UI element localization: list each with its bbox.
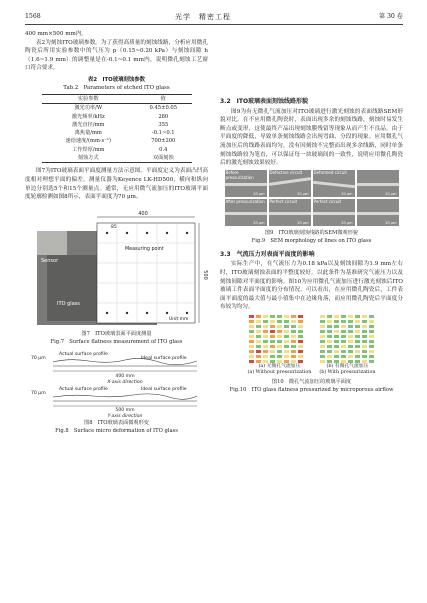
sem-panel-label: Defective circuit: [269, 169, 303, 175]
left-column: [25, 30, 208, 435]
table-cell: 激光功率/W: [74, 105, 103, 112]
width-dimension: 400: [137, 210, 148, 217]
section-heading: 3.3 气流压力对表面平面度的影响: [220, 250, 315, 258]
paragraph: 400 mm×500 mm内。: [25, 31, 88, 37]
journal-title: 光学 精密工程: [175, 13, 231, 21]
radius-label: 85: [110, 224, 117, 230]
figure-10-caption-en: Fig.10 ITO glass flatness pressurized by microporous airflow: [229, 386, 394, 393]
figure-10-heatmaps: [220, 314, 403, 376]
unit-label: Unit:mm: [168, 316, 188, 322]
sem-panel-label: Perfect circuit: [313, 198, 342, 204]
paragraph: 表2为刻蚀ITO玻璃参数。为了获得高质量的刻蚀线路，分析应用微孔陶瓷后所用实验参数中的气压为 p（0.15~0.20 kPa）与刻蚀间隙 h（1.6~1.9 mm）的调整量是在-0.1~0.1 mm内，说明微孔刻蚀工艺窗口符合要求。: [25, 39, 208, 72]
sem-scale: 20 μm: [297, 191, 309, 196]
paragraph: 实际生产中，在气流压力为0.18 kPa以及刻蚀间隙为1.9 mm左右时，ITO玻璃刻蚀表面的平整度较好。以此条件为基准研究气流压力以及刻蚀间隙对平面度的影响。图10为应用微孔气流加压进行激光刻蚀后ITO玻璃工件表面平面度的分布情况。可以看出，在应用微孔陶瓷后，工件表面平面度的最大值与最小值集中在边缘角落，而应用微孔陶瓷后平面度分布较为均匀。: [220, 261, 403, 311]
table-row: [42, 104, 192, 113]
sem-scale: 20 μm: [253, 191, 265, 196]
heatmap-b-label-cn: (b) 有微孔气流加压: [326, 363, 369, 369]
sem-panel-label: Deformed circuit: [313, 169, 347, 175]
table-row: [42, 129, 192, 137]
sensor-label: Sensor: [40, 257, 58, 264]
sem-scale: 20 μm: [385, 191, 397, 196]
sem-panel: [313, 170, 355, 197]
table-cell: -0.1~0.1: [151, 130, 175, 137]
sensor-housing: [37, 231, 67, 255]
circuit-line: [357, 183, 399, 186]
table-caption-en: Tab.2 Parameters of etched ITO glass: [63, 84, 170, 91]
sem-scale: 20 μm: [297, 220, 309, 225]
circuit-line: [357, 212, 399, 215]
paragraph: 图7为ITO玻璃表面平面度测量方法示意图。平面度定义为表面凸凹高度相对理想平面的偏差。测量仪器为Keyence LK-HD500，横向和纵向单边分别选5个和15个测量点。通常，无应用微气流加压的ITO玻璃平面度轮廓检测如图8所示，表面平面度为70 μm。: [25, 168, 208, 201]
table-cell: 刻蚀方式: [42, 154, 136, 163]
sem-panel: [269, 170, 311, 197]
heatmap-with-pressurization: [319, 314, 375, 364]
figure-8: [29, 350, 205, 418]
figure-7-caption-en: Fig.7 Surface flatness measurement of ITO glass: [50, 338, 183, 345]
table-cell: 280: [158, 113, 169, 120]
heatmap-b-label-en: (b) With pressurization: [319, 369, 376, 375]
profile-a-length: 400 mm: [114, 373, 135, 379]
sem-panel-label: Before pressurization: [225, 169, 254, 180]
figure-10-caption-cn: 图10 微孔气流加压的玻璃平面度: [271, 378, 352, 385]
sem-panel: [269, 199, 311, 226]
sem-scale: 20 μm: [341, 220, 353, 225]
measuring-point-label: Measuring point: [124, 246, 164, 252]
figure-8-caption-en: Fig.8 Surface micro deformation of ITO glass: [55, 427, 178, 434]
table-header-cell: 值: [135, 94, 191, 103]
circuit-line: [225, 183, 267, 186]
sem-panel: [313, 199, 355, 226]
actual-profile-b: [53, 394, 197, 399]
profile-b-length: 500 mm: [114, 407, 135, 413]
table-cell: 0.45±0.05: [149, 105, 177, 112]
ito-glass-label: ITO glass: [56, 300, 80, 307]
sem-panel-label: After pressurization: [225, 198, 265, 204]
sem-scale: 20 μm: [385, 220, 397, 225]
heatmap-cell: [248, 359, 255, 364]
table-cell: 355: [158, 121, 169, 128]
profile-b-direction: Y-axis direction: [107, 413, 142, 419]
parameter-table: [42, 94, 192, 163]
heatmap-cell: [319, 359, 326, 364]
table-row: [42, 137, 192, 145]
table-row: [42, 121, 192, 129]
table-cell: 0.4: [159, 146, 168, 153]
sem-panel: [225, 170, 267, 197]
sem-panel-label: Perfect circuit: [269, 198, 298, 204]
table-header-cell: 实验参数: [42, 94, 136, 103]
figure-9-caption-cn: 图9 ITO玻璃刻蚀线路的SEM微观形貌: [264, 229, 359, 236]
flatness-measurement-diagram: [29, 205, 208, 329]
heatmap-b-wrap: [319, 314, 375, 376]
figure-8-caption-cn: 图8 ITO玻璃表面微观形变: [84, 419, 149, 426]
profile-a-actual: Actual surface profile: [58, 351, 108, 357]
volume-label: 第 30 卷: [378, 13, 403, 20]
sem-scale: 20 μm: [253, 220, 265, 225]
heatmap-a-wrap: [248, 314, 312, 376]
profile-b-actual: Actual surface profile: [58, 386, 108, 392]
table-cell: 工作焊厚/mm: [72, 146, 105, 153]
table-cell: 激光频率/kHz: [71, 113, 105, 120]
circuit-line: [225, 212, 267, 215]
heatmap-a-label-en: (a) Without pressurization: [247, 369, 312, 375]
table-cell: 激光直径/mm: [72, 121, 105, 128]
circuit-line: [313, 212, 355, 215]
circuit-line: [312, 181, 354, 188]
measurement-grid-frame: [97, 223, 195, 323]
circuit-line: [269, 212, 311, 215]
profile-a-height: 70 μm: [30, 355, 46, 361]
sem-panel: [225, 199, 267, 226]
paragraph: 图9为有无微孔气流加压对ITO玻璃进行激光刻蚀的表面线路SEM形貌对比。在不应用微孔陶瓷时，表面出现多余的刻蚀线路，刻蚀时易发生断点或变形，这使最终产品出现刻蚀膜残留等现象从而产生不良品。由于平面度的降低，导致单条刻蚀线路会出现弯曲、分段的现象。应用微孔气流加压后的线路表面均匀，没有因刻蚀不完整而出现多余线路，同时单条刻蚀线路较为笔直，可以保证每一块玻璃间的一致性，说明应用微孔陶瓷后的激光刻蚀效果较好。: [220, 108, 403, 167]
page-number: 1568: [25, 13, 41, 20]
table-row: [42, 113, 192, 121]
figure-9-caption-en: Fig.9 SEM morphology of lines on ITO glass: [251, 237, 372, 244]
table-cell: 离焦量/mm: [74, 130, 102, 137]
sem-panel: [357, 199, 399, 226]
section-heading: 3.2 ITO玻璃表面刻蚀线路形貌: [220, 98, 309, 105]
figure-7: [29, 205, 208, 329]
sem-scale: 20 μm: [341, 191, 353, 196]
right-column: [220, 30, 403, 394]
heatmap-a-label-cn: (a) 无微孔气流加压: [258, 363, 301, 369]
heatmap-without-pressurization: [248, 314, 312, 364]
profile-a-direction: X-axis direction: [106, 379, 143, 385]
heatmap-cell: [368, 359, 375, 364]
running-header: [25, 13, 403, 23]
figure-9-sem-grid: [225, 170, 399, 226]
table-cell: 双面刻蚀: [135, 154, 191, 163]
table-caption-cn: 表2 ITO玻璃刻蚀参数: [87, 76, 146, 83]
table-row: [42, 154, 192, 163]
profile-b-ideal: Ideal surface profile: [140, 386, 187, 392]
figure-7-caption-cn: 图7 ITO玻璃表面平面度测量: [81, 330, 152, 337]
sem-panel: [357, 170, 399, 197]
table-header-row: [42, 94, 192, 103]
table-row: [42, 146, 192, 154]
table-cell: 700±200: [151, 138, 176, 145]
profile-a-ideal: Ideal surface profile: [140, 355, 187, 361]
header-rule: [25, 24, 403, 25]
circuit-line: [268, 177, 310, 186]
height-dimension: 500: [201, 269, 208, 280]
profile-b-height: 70 μm: [30, 390, 46, 396]
table-cell: 速给速度/(mm·s⁻¹): [65, 138, 112, 145]
surface-profile-diagram: [29, 350, 205, 418]
